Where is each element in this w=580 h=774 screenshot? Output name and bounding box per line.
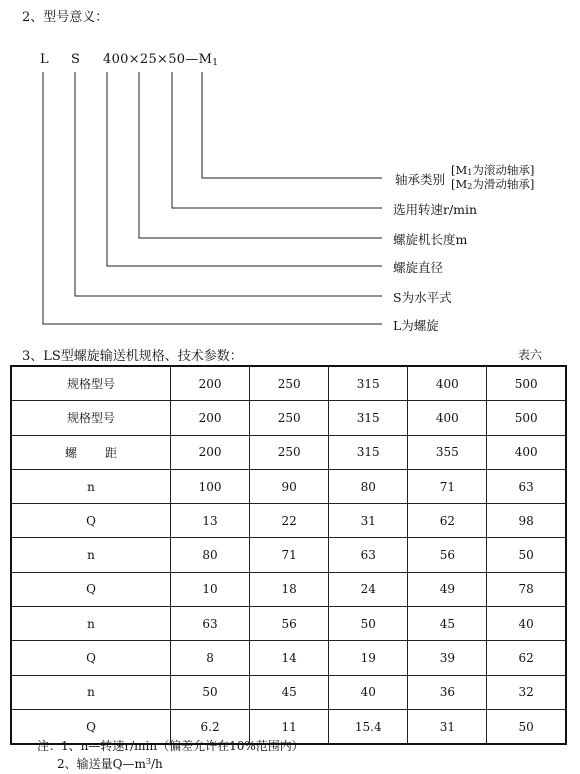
table-cell: 49 [408,572,487,606]
table-cell: 31 [329,504,408,538]
spec-table [10,365,567,745]
table-cell: 50 [487,709,566,744]
row-header: 螺距 [11,435,171,469]
table-cell: 45 [408,607,487,641]
table-row [11,366,566,401]
table-cell: 63 [329,538,408,572]
table-cell: 36 [408,675,487,709]
connector-s [75,72,382,296]
connector-speed [172,72,382,208]
table-cell: 250 [250,366,329,401]
row-header: n [11,538,171,572]
table-cell: 400 [487,435,566,469]
label-s-meaning: S为水平式 [393,290,452,305]
section-3-title: 3、LS型螺旋输送机规格、技术参数： [22,349,243,364]
table-cell: 80 [171,538,250,572]
table-cell: 250 [250,401,329,435]
table-cell: 400 [408,366,487,401]
connector-l [43,72,382,324]
row-header: n [11,675,171,709]
label-length: 螺旋机长度m [393,232,468,247]
table-cell: 50 [171,675,250,709]
model-letter-s: S [71,52,80,67]
table-cell: 71 [250,538,329,572]
table-row [11,675,566,709]
table-cell: 39 [408,641,487,675]
table-cell: 200 [171,435,250,469]
row-header: n [11,469,171,503]
bracket-m2: [$M_2$为滑动轴承] [451,177,535,191]
table-row [11,435,566,469]
table-cell: 24 [329,572,408,606]
label-speed: 选用转速r/min [393,202,478,217]
table-cell: 40 [329,675,408,709]
table-cell: 400 [408,401,487,435]
row-header: 规格型号 [11,401,171,435]
table-cell: 200 [171,401,250,435]
table-cell: 14 [250,641,329,675]
row-header: Q [11,504,171,538]
table-cell: 355 [408,435,487,469]
table-row [11,607,566,641]
label-diameter: 螺旋直径 [393,260,444,275]
row-header: 规格型号 [11,366,171,401]
table-cell: 63 [171,607,250,641]
connector-length [139,72,382,238]
note-line-2: 2、输送量$Q—m^3/h$ [57,757,163,771]
table-cell: 500 [487,401,566,435]
table-cell: 100 [171,469,250,503]
table-cell: 90 [250,469,329,503]
table-cell: 62 [408,504,487,538]
table-cell: 63 [487,469,566,503]
table-cell: 10 [171,572,250,606]
label-bearing-type: 轴承类别 [395,172,446,187]
model-code: $400\times 25\times 50—M_1$ [103,52,219,68]
table-cell: 315 [329,366,408,401]
table-cell: 32 [487,675,566,709]
table-cell: 80 [329,469,408,503]
table-cell: 40 [487,607,566,641]
table-cell: 78 [487,572,566,606]
table-row [11,572,566,606]
table-cell: 6.2 [171,709,250,744]
connector-bearing [202,72,382,178]
table-cell: 8 [171,641,250,675]
table-cell: 22 [250,504,329,538]
table-cell: 50 [329,607,408,641]
table-cell: 19 [329,641,408,675]
table-cell: 315 [329,435,408,469]
table-row [11,469,566,503]
table-row [11,504,566,538]
table-row [11,401,566,435]
section-2-title: 2、型号意义： [22,10,109,25]
table-number: 表六 [518,348,543,362]
table-cell: 11 [250,709,329,744]
table-cell: 500 [487,366,566,401]
row-header: Q [11,709,171,744]
table-cell: 315 [329,401,408,435]
table-cell: 98 [487,504,566,538]
row-header: Q [11,572,171,606]
table-cell: 56 [250,607,329,641]
table-cell: 200 [171,366,250,401]
table-cell: 56 [408,538,487,572]
table-cell: 45 [250,675,329,709]
table-cell: 18 [250,572,329,606]
table-cell: 13 [171,504,250,538]
row-header: n [11,607,171,641]
table-cell: 250 [250,435,329,469]
table-cell: 62 [487,641,566,675]
table-cell: 50 [487,538,566,572]
label-l-meaning: L为螺旋 [393,318,439,333]
bracket-m1: [$M_1$为滚动轴承] [451,163,535,177]
table-cell: 15.4 [329,709,408,744]
table-cell: 71 [408,469,487,503]
model-letter-l: L [40,52,49,67]
note-line-1: 注：1、n—转速r/min（偏差允许在10%范围内） [37,739,304,753]
row-header: Q [11,641,171,675]
table-cell: 31 [408,709,487,744]
table-row [11,641,566,675]
table-row [11,538,566,572]
connector-diameter [107,72,382,266]
